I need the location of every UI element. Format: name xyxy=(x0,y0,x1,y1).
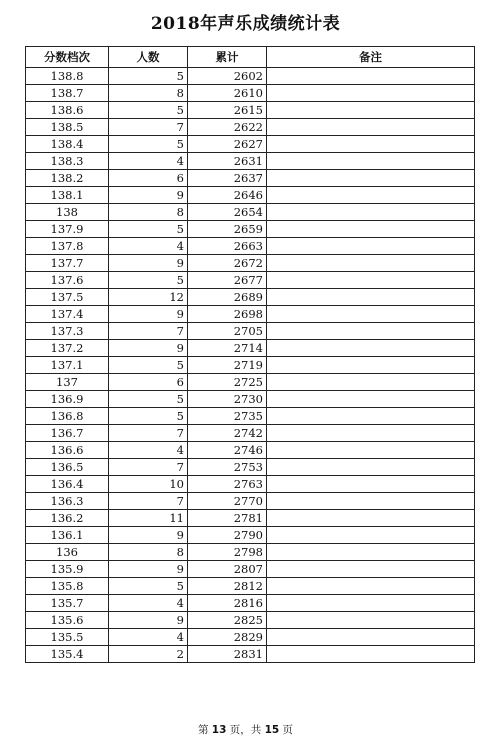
footer-prefix: 第 xyxy=(197,724,212,736)
footer-total-pages: 15 xyxy=(264,724,280,736)
table-row xyxy=(26,374,475,391)
score-table xyxy=(25,46,475,663)
table-row xyxy=(26,136,475,153)
cumulative-cell: 2770 xyxy=(188,493,267,510)
score-cell: 137.4 xyxy=(26,306,109,323)
note-cell xyxy=(267,187,475,204)
cumulative-cell: 2816 xyxy=(188,595,267,612)
cumulative-cell: 2698 xyxy=(188,306,267,323)
score-cell: 136.4 xyxy=(26,476,109,493)
score-cell: 137 xyxy=(26,374,109,391)
note-cell xyxy=(267,272,475,289)
score-cell: 136 xyxy=(26,544,109,561)
count-cell: 5 xyxy=(109,357,188,374)
note-cell xyxy=(267,136,475,153)
count-cell: 9 xyxy=(109,306,188,323)
note-cell xyxy=(267,85,475,102)
score-cell: 135.6 xyxy=(26,612,109,629)
note-cell xyxy=(267,255,475,272)
score-cell: 137.6 xyxy=(26,272,109,289)
count-cell: 8 xyxy=(109,85,188,102)
table-row xyxy=(26,476,475,493)
cumulative-cell: 2807 xyxy=(188,561,267,578)
count-cell: 6 xyxy=(109,374,188,391)
score-cell: 137.1 xyxy=(26,357,109,374)
cumulative-cell: 2831 xyxy=(188,646,267,663)
note-cell xyxy=(267,408,475,425)
score-cell: 136.1 xyxy=(26,527,109,544)
score-cell: 135.5 xyxy=(26,629,109,646)
footer-page-number: 13 xyxy=(211,724,227,736)
count-cell: 4 xyxy=(109,595,188,612)
table-row xyxy=(26,238,475,255)
score-cell: 138.1 xyxy=(26,187,109,204)
count-cell: 11 xyxy=(109,510,188,527)
cumulative-cell: 2746 xyxy=(188,442,267,459)
note-cell xyxy=(267,595,475,612)
score-cell: 138.3 xyxy=(26,153,109,170)
count-cell: 4 xyxy=(109,629,188,646)
cumulative-cell: 2654 xyxy=(188,204,267,221)
cumulative-cell: 2719 xyxy=(188,357,267,374)
score-cell: 137.2 xyxy=(26,340,109,357)
score-cell: 136.5 xyxy=(26,459,109,476)
note-cell xyxy=(267,646,475,663)
count-cell: 9 xyxy=(109,527,188,544)
cumulative-cell: 2637 xyxy=(188,170,267,187)
note-cell xyxy=(267,391,475,408)
cumulative-cell: 2714 xyxy=(188,340,267,357)
table-row xyxy=(26,408,475,425)
note-cell xyxy=(267,357,475,374)
table-row xyxy=(26,272,475,289)
table-row xyxy=(26,255,475,272)
table-row xyxy=(26,306,475,323)
note-cell xyxy=(267,425,475,442)
header-score: 分数档次 xyxy=(26,47,109,68)
note-cell xyxy=(267,340,475,357)
table-row xyxy=(26,459,475,476)
count-cell: 9 xyxy=(109,255,188,272)
cumulative-cell: 2725 xyxy=(188,374,267,391)
table-row xyxy=(26,561,475,578)
cumulative-cell: 2742 xyxy=(188,425,267,442)
count-cell: 4 xyxy=(109,238,188,255)
table-row xyxy=(26,646,475,663)
page-title: 2018年声乐成绩统计表 xyxy=(150,14,341,34)
cumulative-cell: 2730 xyxy=(188,391,267,408)
cumulative-cell: 2825 xyxy=(188,612,267,629)
footer-middle: 页，共 xyxy=(226,724,265,736)
note-cell xyxy=(267,544,475,561)
table-row xyxy=(26,119,475,136)
table-row xyxy=(26,425,475,442)
cumulative-cell: 2763 xyxy=(188,476,267,493)
count-cell: 7 xyxy=(109,119,188,136)
score-cell: 138.5 xyxy=(26,119,109,136)
table-row xyxy=(26,544,475,561)
count-cell: 5 xyxy=(109,391,188,408)
note-cell xyxy=(267,629,475,646)
count-cell: 7 xyxy=(109,459,188,476)
table-row xyxy=(26,510,475,527)
count-cell: 7 xyxy=(109,493,188,510)
table-row xyxy=(26,102,475,119)
note-cell xyxy=(267,374,475,391)
note-cell xyxy=(267,561,475,578)
count-cell: 5 xyxy=(109,408,188,425)
cumulative-cell: 2663 xyxy=(188,238,267,255)
table-row xyxy=(26,68,475,85)
cumulative-cell: 2610 xyxy=(188,85,267,102)
score-cell: 137.7 xyxy=(26,255,109,272)
cumulative-cell: 2735 xyxy=(188,408,267,425)
cumulative-cell: 2798 xyxy=(188,544,267,561)
note-cell xyxy=(267,119,475,136)
cumulative-cell: 2829 xyxy=(188,629,267,646)
cumulative-cell: 2615 xyxy=(188,102,267,119)
note-cell xyxy=(267,527,475,544)
header-note: 备注 xyxy=(267,47,475,68)
count-cell: 9 xyxy=(109,187,188,204)
table-row xyxy=(26,527,475,544)
note-cell xyxy=(267,238,475,255)
note-cell xyxy=(267,153,475,170)
table-row xyxy=(26,391,475,408)
cumulative-cell: 2646 xyxy=(188,187,267,204)
footer-suffix: 页 xyxy=(279,724,294,736)
table-body xyxy=(26,68,475,663)
cumulative-cell: 2631 xyxy=(188,153,267,170)
note-cell xyxy=(267,612,475,629)
count-cell: 2 xyxy=(109,646,188,663)
count-cell: 5 xyxy=(109,68,188,85)
score-cell: 137.9 xyxy=(26,221,109,238)
header-count: 人数 xyxy=(109,47,188,68)
score-cell: 137.3 xyxy=(26,323,109,340)
note-cell xyxy=(267,442,475,459)
count-cell: 8 xyxy=(109,204,188,221)
note-cell xyxy=(267,510,475,527)
header-row xyxy=(26,47,475,68)
table-row xyxy=(26,221,475,238)
table-row xyxy=(26,170,475,187)
note-cell xyxy=(267,102,475,119)
count-cell: 4 xyxy=(109,153,188,170)
score-cell: 136.7 xyxy=(26,425,109,442)
header-cumulative: 累计 xyxy=(188,47,267,68)
count-cell: 9 xyxy=(109,340,188,357)
table-row xyxy=(26,578,475,595)
score-cell: 136.2 xyxy=(26,510,109,527)
note-cell xyxy=(267,476,475,493)
table-row xyxy=(26,85,475,102)
score-cell: 138.8 xyxy=(26,68,109,85)
cumulative-cell: 2672 xyxy=(188,255,267,272)
table-row xyxy=(26,289,475,306)
score-cell: 136.6 xyxy=(26,442,109,459)
table-row xyxy=(26,442,475,459)
count-cell: 7 xyxy=(109,425,188,442)
cumulative-cell: 2812 xyxy=(188,578,267,595)
note-cell xyxy=(267,289,475,306)
count-cell: 8 xyxy=(109,544,188,561)
cumulative-cell: 2622 xyxy=(188,119,267,136)
table-row xyxy=(26,357,475,374)
count-cell: 12 xyxy=(109,289,188,306)
count-cell: 5 xyxy=(109,578,188,595)
table-row xyxy=(26,493,475,510)
table-row xyxy=(26,340,475,357)
cumulative-cell: 2659 xyxy=(188,221,267,238)
count-cell: 5 xyxy=(109,136,188,153)
score-cell: 138.6 xyxy=(26,102,109,119)
score-cell: 137.8 xyxy=(26,238,109,255)
note-cell xyxy=(267,221,475,238)
note-cell xyxy=(267,204,475,221)
page-footer xyxy=(0,722,491,737)
count-cell: 7 xyxy=(109,323,188,340)
note-cell xyxy=(267,493,475,510)
score-cell: 135.4 xyxy=(26,646,109,663)
score-cell: 138.7 xyxy=(26,85,109,102)
table-row xyxy=(26,153,475,170)
note-cell xyxy=(267,170,475,187)
score-cell: 136.3 xyxy=(26,493,109,510)
count-cell: 9 xyxy=(109,561,188,578)
cumulative-cell: 2602 xyxy=(188,68,267,85)
score-cell: 135.7 xyxy=(26,595,109,612)
note-cell xyxy=(267,323,475,340)
cumulative-cell: 2753 xyxy=(188,459,267,476)
table-row xyxy=(26,629,475,646)
cumulative-cell: 2627 xyxy=(188,136,267,153)
score-cell: 136.8 xyxy=(26,408,109,425)
cumulative-cell: 2705 xyxy=(188,323,267,340)
count-cell: 9 xyxy=(109,612,188,629)
score-cell: 137.5 xyxy=(26,289,109,306)
cumulative-cell: 2677 xyxy=(188,272,267,289)
cumulative-cell: 2790 xyxy=(188,527,267,544)
note-cell xyxy=(267,306,475,323)
table-row xyxy=(26,323,475,340)
table-row xyxy=(26,187,475,204)
score-cell: 138.2 xyxy=(26,170,109,187)
cumulative-cell: 2781 xyxy=(188,510,267,527)
score-cell: 135.9 xyxy=(26,561,109,578)
score-cell: 138.4 xyxy=(26,136,109,153)
table-row xyxy=(26,612,475,629)
count-cell: 5 xyxy=(109,102,188,119)
cumulative-cell: 2689 xyxy=(188,289,267,306)
score-cell: 136.9 xyxy=(26,391,109,408)
count-cell: 10 xyxy=(109,476,188,493)
score-cell: 135.8 xyxy=(26,578,109,595)
note-cell xyxy=(267,68,475,85)
count-cell: 5 xyxy=(109,221,188,238)
count-cell: 4 xyxy=(109,442,188,459)
table-row xyxy=(26,204,475,221)
note-cell xyxy=(267,578,475,595)
count-cell: 5 xyxy=(109,272,188,289)
score-cell: 138 xyxy=(26,204,109,221)
table-row xyxy=(26,595,475,612)
count-cell: 6 xyxy=(109,170,188,187)
note-cell xyxy=(267,459,475,476)
